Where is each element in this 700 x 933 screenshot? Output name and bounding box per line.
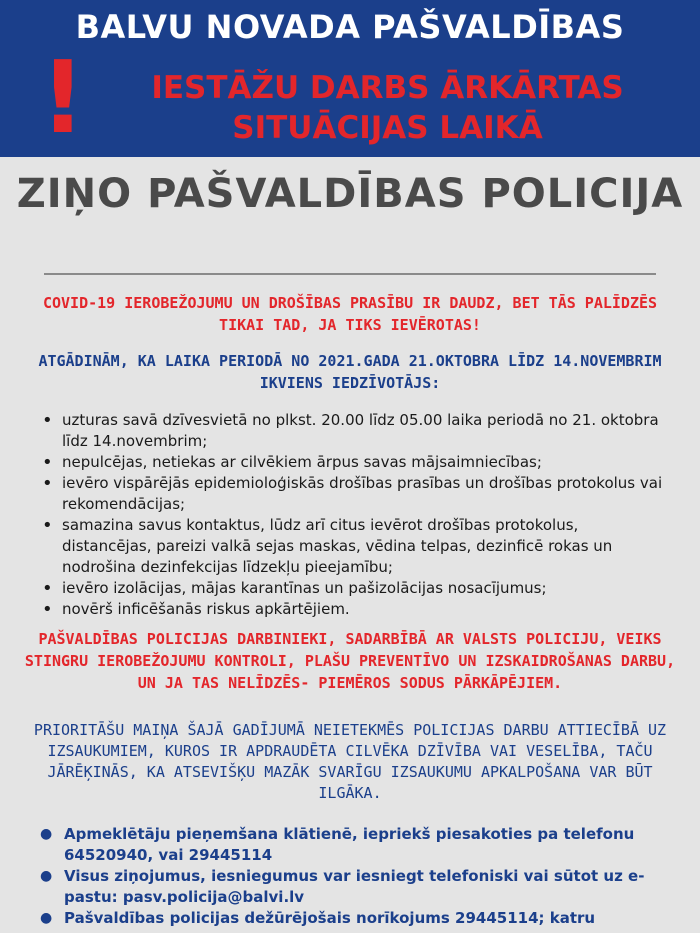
- header-banner: [0, 0, 700, 157]
- list-item: • samazina savus kontaktus, lūdz arī citus ievērot drošības protokolus, distancējas, pareizi valkā sejas maskas, vēdina telpas, dezinficē rokas un nodrošina dezinfekcijas līdzekļu pieejamību;: [40, 515, 665, 578]
- divider: [44, 273, 656, 275]
- header-title: BALVU NOVADA PAŠVALDĪBAS: [75, 8, 625, 46]
- contacts-list: [40, 824, 680, 929]
- list-item: ● Pašvaldības policijas dežūrējošais norīkojums 29445114; katru: [40, 908, 680, 929]
- reminder-heading: ATGĀDINĀM, KA LAIKA PERIODĀ NO 2021.GADA 21.OKTOBRA LĪDZ 14.NOVEMBRIM IKVIENS IEDZĪVOTĀJS:: [38, 352, 662, 392]
- list-item: • nepulcējas, netiekas ar cilvēkiem ārpus savas mājsaimniecības;: [40, 452, 665, 473]
- main-title: ZIŅO PAŠVALDĪBAS POLICIJA: [16, 171, 684, 217]
- enforcement-notice: PAŠVALDĪBAS POLICIJAS DARBINIEKI, SADARBĪBĀ AR VALSTS POLICIJU, VEIKS STINGRU IEROBEŽOJUMU KONTROLI, PLAŠU PREVENTĪVO UN IZSKAIDROŠANAS DARBU, UN JA TAS NELĪDZĒS- PIEMĒROS SODUS PĀRKĀPĒJIEM.: [24, 630, 676, 692]
- list-item: • novērš inficēšanās riskus apkārtējiem.: [40, 599, 665, 620]
- priority-note: PRIORITĀŠU MAIŅA ŠAJĀ GADĪJUMĀ NEIETEKMĒS POLICIJAS DARBU ATTIECĪBĀ UZ IZSAUKUMIEM, KUROS IR APDRAUDĒTA CILVĒKA DZĪVĪBA VAI VESELĪBA, TAČU JĀRĒĶINĀS, KA ATSEVIŠĶU MAZĀK SVARĪGU IZSAUKUMU APKALPOŠANA VAR BŪT ILGĀKA.: [33, 721, 667, 802]
- list-item: • ievēro izolācijas, mājas karantīnas un pašizolācijas nosacījumus;: [40, 578, 665, 599]
- list-item: • uzturas savā dzīvesvietā no plkst. 20.00 līdz 05.00 laika periodā no 21. oktobra līdz 14.novembrim;: [40, 410, 665, 452]
- list-item: ● Apmeklētāju pieņemšana klātienē, iepriekš piesakoties pa telefonu 64520940, vai 29445114: [40, 824, 680, 866]
- rules-list: [40, 410, 665, 620]
- list-item: ● Visus ziņojumus, iesniegumus var iesniegt telefoniski vai sūtot uz e-pastu: pasv.policija@balvi.lv: [40, 866, 680, 908]
- header-subtitle: IESTĀŽU DARBS ĀRKĀRTAS SITUĀCIJAS LAIKĀ: [151, 70, 624, 146]
- list-item: • ievēro vispārējās epidemioloģiskās drošības prasības un drošības protokolus vai rekomendācijas;: [40, 473, 665, 515]
- exclamation-icon: !: [40, 39, 86, 156]
- intro-warning: COVID-19 IEROBEŽOJUMU UN DROŠĪBAS PRASĪBU IR DAUDZ, BET TĀS PALĪDZĒS TIKAI TAD, JA TIKS IEVĒROTAS!: [42, 294, 658, 334]
